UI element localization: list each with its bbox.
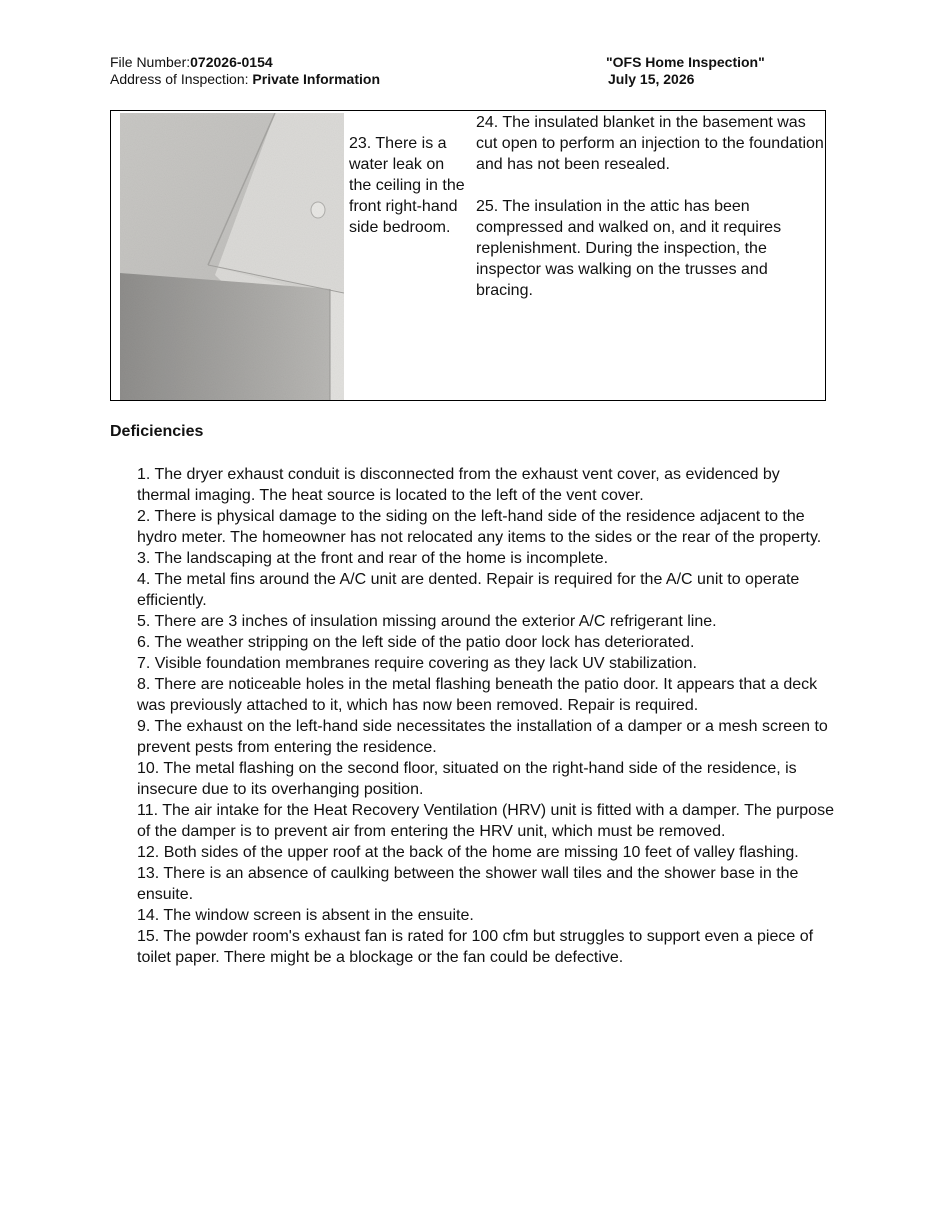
company-name: "OFS Home Inspection" (606, 54, 765, 70)
note-24: 24. The insulated blanket in the basement was cut open to perform an injection to the foundation and has not been resealed. (476, 114, 824, 173)
address-line (110, 71, 380, 88)
deficiency-item-8: 8. There are noticeable holes in the metal flashing beneath the patio door. It appears that a deck was previously attached to it, which has now been removed. Repair is required. (137, 676, 818, 714)
deficiency-item-7: 7. Visible foundation membranes require covering as they lack UV stabilization. (137, 655, 697, 672)
address-value: Private Information (252, 71, 381, 87)
note-23: 23. There is a water leak on the ceiling in the front right-hand side bedroom. (349, 135, 465, 236)
header-right (606, 54, 765, 88)
inspection-date: July 15, 2026 (608, 71, 695, 87)
deficiency-item-9: 9. The exhaust on the left-hand side necessitates the installation of a damper or a mesh screen to prevent pests from entering the residence. (137, 718, 828, 756)
notes-24-25 (476, 112, 824, 301)
file-number-line (110, 54, 380, 71)
deficiency-item-11: 11. The air intake for the Heat Recovery Ventilation (HRV) unit is fitted with a damper. The purpose of the damper is to prevent air from entering the HRV unit, which must be removed. (137, 802, 834, 840)
deficiency-item-5: 5. There are 3 inches of insulation missing around the exterior A/C refrigerant line. (137, 613, 717, 630)
deficiency-item-1: 1. The dryer exhaust conduit is disconnected from the exhaust vent cover, as evidenced by thermal imaging. The heat source is located to the left of the vent cover. (137, 466, 780, 504)
deficiency-item-10: 10. The metal flashing on the second floor, situated on the right-hand side of the residence, is insecure due to its overhanging position. (137, 760, 797, 798)
deficiency-item-4: 4. The metal fins around the A/C unit are dented. Repair is required for the A/C unit to operate efficiently. (137, 571, 800, 609)
address-label: Address of Inspection: (110, 71, 253, 87)
deficiency-item-13: 13. There is an absence of caulking between the shower wall tiles and the shower base in the ensuite. (137, 865, 799, 903)
note-25: 25. The insulation in the attic has been compressed and walked on, and it requires replenishment. During the inspection, the inspector was walking on the trusses and bracing. (476, 198, 782, 299)
ceiling-leak-photo (120, 113, 344, 400)
deficiency-list (137, 464, 837, 968)
deficiency-item-3: 3. The landscaping at the front and rear of the home is incomplete. (137, 550, 609, 567)
deficiency-item-15: 15. The powder room's exhaust fan is rated for 100 cfm but struggles to support even a piece of toilet paper. There might be a blockage or the fan could be defective. (137, 928, 814, 966)
file-number: 072026-0154 (190, 54, 273, 70)
file-number-label: File Number: (110, 54, 191, 70)
deficiency-item-14: 14. The window screen is absent in the ensuite. (137, 907, 474, 924)
deficiency-item-6: 6. The weather stripping on the left side of the patio door lock has deteriorated. (137, 634, 695, 651)
header-left (110, 54, 380, 88)
photo-table (110, 110, 826, 401)
deficiency-item-12: 12. Both sides of the upper roof at the back of the home are missing 10 feet of valley flashing. (137, 844, 799, 861)
deficiency-item-2: 2. There is physical damage to the siding on the left-hand side of the residence adjacent to the hydro meter. The homeowner has not relocated any items to the sides or the rear of the property. (137, 508, 822, 546)
deficiencies-heading: Deficiencies (110, 423, 204, 440)
